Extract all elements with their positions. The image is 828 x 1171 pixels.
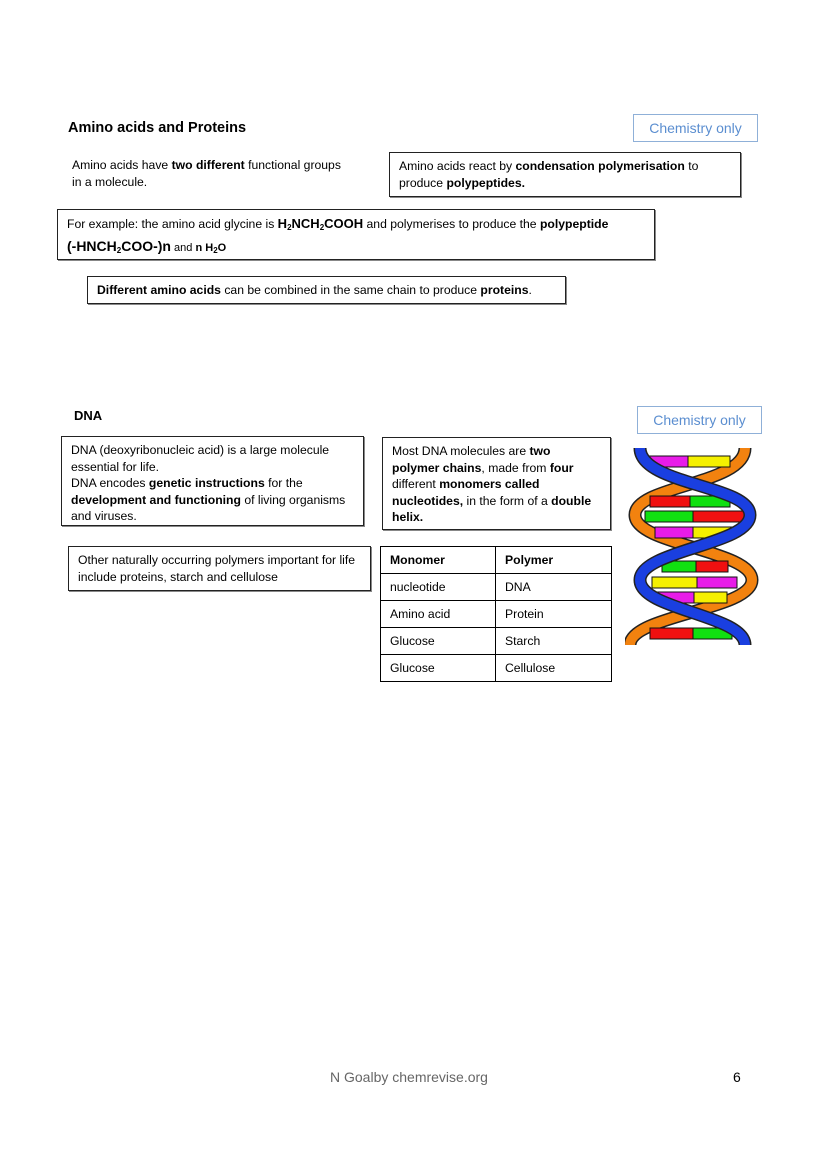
table-cell: Protein xyxy=(496,601,612,628)
table-header-row xyxy=(381,547,612,574)
table-row xyxy=(381,628,612,655)
base-green xyxy=(645,511,693,522)
dna-structure-box: Most DNA molecules are two polymer chains, made from four different monomers called nucleotides, in the form of a double helix. xyxy=(382,437,611,530)
base-yellow xyxy=(688,456,730,467)
table-row xyxy=(381,655,612,682)
functional-groups-text: Amino acids have two different functional groups in a molecule. xyxy=(72,158,341,189)
table-cell: Glucose xyxy=(381,628,496,655)
page-number: 6 xyxy=(733,1069,741,1085)
base-red xyxy=(696,561,728,572)
table-row xyxy=(381,574,612,601)
base-magenta xyxy=(655,527,693,538)
proteins-box: Different amino acids can be combined in the same chain to produce proteins. xyxy=(87,276,566,304)
chemistry-only-badge: Chemistry only xyxy=(633,114,758,142)
table-cell: Starch xyxy=(496,628,612,655)
table-cell: nucleotide xyxy=(381,574,496,601)
dna-definition-box: DNA (deoxyribonucleic acid) is a large molecule essential for life. DNA encodes genetic instructions for the development and functioning of living organisms and viruses. xyxy=(61,436,364,526)
table-cell: Cellulose xyxy=(496,655,612,682)
base-red xyxy=(693,511,745,522)
table-header: Monomer xyxy=(381,547,496,574)
section-title-amino-acids: Amino acids and Proteins xyxy=(68,120,247,136)
glycine-example-box: For example: the amino acid glycine is $H_2NCH_2COOH$ and polymerises to produce the polypeptide $(-HNCH_2COO-)n$ and n $H_2O$ xyxy=(57,209,655,260)
other-polymers-box: Other naturally occurring polymers important for life include proteins, starch and cellulose xyxy=(68,546,371,591)
base-magenta xyxy=(697,577,737,588)
chemistry-only-badge: Chemistry only xyxy=(637,406,762,434)
base-red xyxy=(650,496,690,507)
table-header: Polymer xyxy=(496,547,612,574)
table-cell: DNA xyxy=(496,574,612,601)
base-red xyxy=(650,628,693,639)
table-cell: Amino acid xyxy=(381,601,496,628)
base-yellow xyxy=(652,577,697,588)
condensation-box: Amino acids react by condensation polymerisation to produce polypeptides. xyxy=(389,152,741,197)
base-yellow xyxy=(694,592,727,603)
dna-double-helix-image xyxy=(625,445,760,650)
table-cell: Glucose xyxy=(381,655,496,682)
section-title-dna: DNA xyxy=(74,408,103,423)
table-row xyxy=(381,601,612,628)
monomer-polymer-table xyxy=(380,546,612,682)
footer-credit: N Goalby chemrevise.org xyxy=(330,1069,488,1085)
